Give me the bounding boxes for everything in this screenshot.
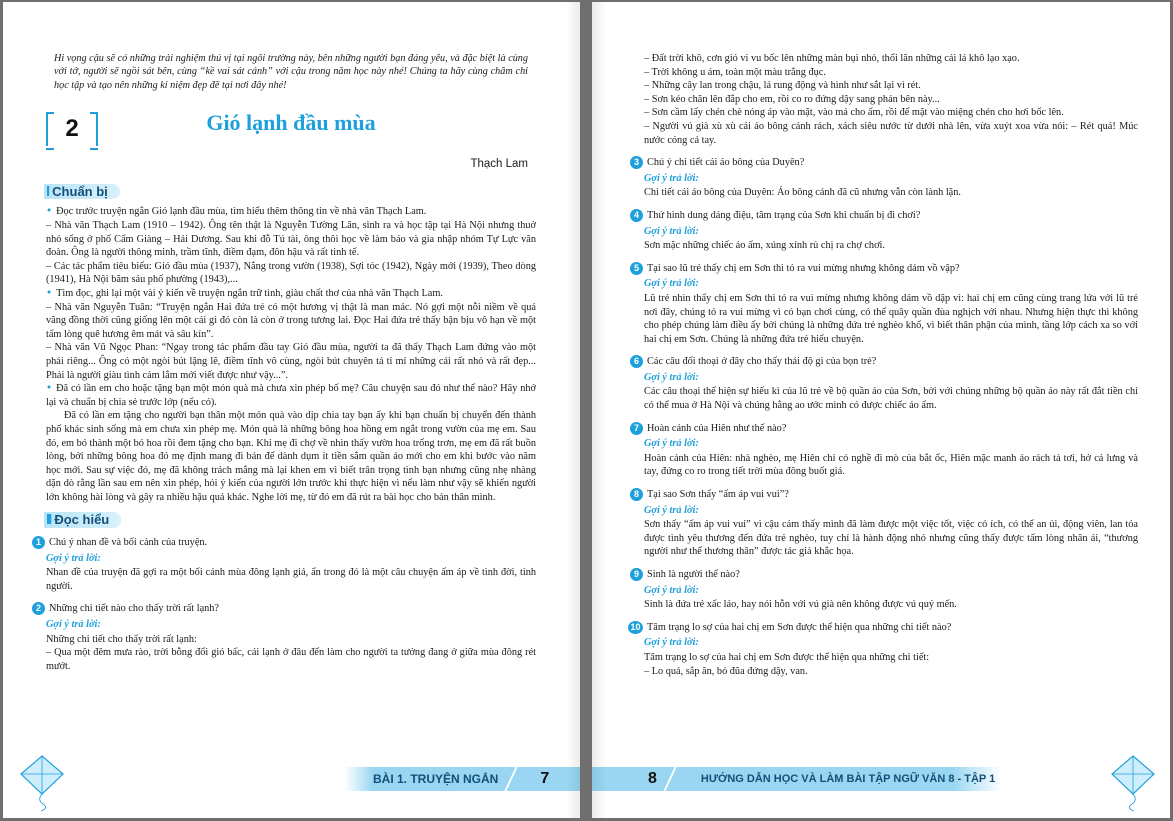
question-number: 3 (630, 156, 643, 169)
question-text: Tại sao Sơn thấy “ấm áp vui vui”? (647, 489, 789, 501)
answer-text: – Qua một đêm mưa rào, trời bỗng đổi gió bấc, cái lạnh ở đâu đến làm cho người ta tưởng đang ở giữa mùa đông rét mướt. (46, 647, 536, 672)
question-text: Các câu đối thoại ở đây cho thấy thái độ gì của bọn trẻ? (647, 356, 877, 368)
answer-text: Chi tiết cái áo bông của Duyên: Áo bông cánh đã cũ nhưng vẫn còn lành lặn. (644, 187, 961, 199)
left-page (3, 2, 580, 818)
detail-line: – Đất trời khô, cơn gió vi vu bốc lên những màn bụi nhỏ, thổi lăn những cái lá khô lạo xạo. (644, 53, 1020, 64)
hint-label: Gợi ý trả lời: (644, 278, 699, 290)
answer-text: Nhan đề của truyện đã gợi ra một bối cảnh mùa đông lạnh giá, ẩn trong đó là một câu chuyện ấm áp về tình đời, tình người. (46, 567, 536, 592)
question-text: Tâm trạng lo sợ của hai chị em Sơn được thể hiện qua những chi tiết nào? (647, 621, 952, 633)
question-block (633, 355, 1138, 412)
detail-line: – Sơn cầm lấy chén chè nóng áp vào mặt, vào má cho ấm, rồi để mặt vào miệng chén cho hơi bốc lên. (644, 107, 1064, 119)
question-text: Chú ý nhan đề và bối cảnh của truyện. (49, 537, 208, 549)
question-text: Những chi tiết nào cho thấy trời rất lạnh? (49, 603, 220, 615)
question-number: 9 (630, 568, 643, 581)
right-page (592, 2, 1170, 818)
question-block (35, 602, 536, 673)
hint-label: Gợi ý trả lời: (46, 552, 101, 564)
question-block (633, 568, 1138, 612)
answer-text: Sinh là đứa trẻ xấc láo, hay nói hỗn với vú già nên không được vú quý mến. (644, 599, 957, 611)
left-content (35, 52, 536, 673)
question-text: Thử hình dung dáng điệu, tâm trạng của Sơn khi chuẩn bị đi chơi? (647, 209, 921, 221)
hint-label: Gợi ý trả lời: (644, 371, 699, 383)
prep-item: • Tìm đọc, ghi lại một vài ý kiến về truyện ngắn trữ tình, giàu chất thơ của nhà văn Thạch Lam. (46, 287, 536, 301)
lesson-header (46, 110, 536, 154)
question-text: Sinh là người thế nào? (647, 569, 740, 580)
hint-label: Gợi ý trả lời: (644, 225, 699, 237)
answer-text: Những chi tiết cho thấy trời rất lạnh: (46, 633, 197, 645)
answer-text: Sơn thấy “ấm áp vui vui” vì cậu cảm thấy mình đã làm được một việc tốt, việc có ích, có thể an ủi, động viên, lan tỏa được tình yêu thương đến đứa trẻ nghèo, tuy chỉ là hành động nhỏ nhưng cũng thấy được tấm lòng nhân ái, “thương người như thể thương thân” được tác giả khắc họa. (644, 519, 1138, 558)
prep-item: • Đã có lần em cho hoặc tặng bạn một món quà mà chưa xin phép bố mẹ? Câu chuyện sau đó như thế nào? Hãy nhớ lại và chuẩn bị chia sẻ trước lớp (nếu có). (46, 382, 536, 409)
answer-text: – Lo quá, sắp ăn, bỏ đũa đứng dậy, van. (644, 665, 808, 677)
footer-right (592, 767, 1002, 791)
intro-paragraph: Hi vọng cậu sẽ có những trải nghiệm thú vị tại ngôi trường này, bên những người bạn đáng yêu, và đặc biệt là cùng với tớ, người sẽ ngồi sát bên, cùng “kề vai sát cánh” với cậu trong năm học này nhé! Chúng ta hãy cùng chăm chỉ học tập và tạo nên những kỉ niệm đẹp đẽ tại nơi đây nhé! (54, 53, 528, 91)
question-block (633, 262, 1138, 347)
question-block (633, 488, 1138, 559)
answer-text: Hoàn cảnh của Hiên: nhà nghèo, mẹ Hiên chỉ có nghề đi mò của bắt ốc, Hiên mặc manh áo rách tả tơi, hở cả lưng và tay, đứng co ro trong tiết trời mùa đông buốt giá. (644, 452, 1138, 478)
question-text: Hoàn cảnh của Hiên như thế nào? (647, 422, 787, 434)
kite-icon (1110, 754, 1156, 812)
hint-label: Gợi ý trả lời: (644, 504, 699, 516)
section-heading-reading (44, 512, 121, 528)
footer-book-title: HƯỚNG DẪN HỌC VÀ LÀM BÀI TẬP NGỮ VĂN 8 - TẬP 1 (700, 773, 996, 785)
lesson-number: 2 (65, 115, 79, 143)
hint-label: Gợi ý trả lời: (644, 637, 699, 649)
footer-lesson-label: BÀI 1. TRUYỆN NGẮN (373, 772, 499, 786)
hint-label: Gợi ý trả lời: (46, 619, 101, 631)
prep-item: – Nhà văn Nguyễn Tuân: “Truyện ngắn Hai đứa trẻ có một hương vị thật là man mác. Nó gợi một nỗi niềm về quá vãng đồng thời cũng giống lên một cái gì đó còn là còn ở trong tương lai. Đọc Hai đứa trẻ thấy bận bịu vô hạn về một tấm lòng quê hương êm mát và sâu kín”. (46, 301, 536, 340)
author: Thạch Lam (470, 158, 528, 171)
right-content (630, 52, 1138, 678)
hint-label: Gợi ý trả lời: (644, 584, 699, 596)
section-mark: II (46, 511, 51, 529)
detail-line: – Người vú già xù xù cái áo bông cánh rách, xách siêu nước từ dưới nhà lên, vừa xuýt xoa vừa nói: – Rét quá! Múc nước cóng cả tay. (644, 120, 1138, 146)
prep-item: • Đọc trước truyện ngắn Gió lạnh đầu mùa, tìm hiểu thêm thông tin về nhà văn Thạch Lam. (46, 205, 536, 219)
detail-line: – Những cây lan trong chậu, lá rung động và hình như sắt lại vì rét. (644, 80, 921, 92)
prep-item: – Các tác phẩm tiêu biểu: Gió đầu mùa (1937), Nắng trong vườn (1938), Sợi tóc (1942), Ngày mới (1939), Theo dòng (1941), Hà Nội băm sáu phố phường (1943),... (46, 260, 536, 286)
question-block (630, 621, 1138, 678)
page-number: 8 (648, 770, 657, 787)
answer-text: Tâm trạng lo sợ của hai chị em Sơn được thể hiện qua những chi tiết: (644, 651, 930, 663)
detail-line: – Trời không u ám, toàn một màu trắng đục. (644, 66, 826, 78)
section-label: Đọc hiểu (54, 512, 110, 528)
question-text: Tại sao lũ trẻ thấy chị em Sơn thì tỏ ra vui mừng nhưng không dám vồ vập? (647, 262, 960, 274)
answer-text: Sơn mặc những chiếc áo ấm, xúng xính rủ chị ra chợ chơi. (644, 240, 885, 252)
page-number: 7 (540, 770, 550, 787)
question-text: Chú ý chi tiết cái áo bông của Duyên? (647, 157, 805, 169)
question-number: 2 (32, 602, 45, 615)
prep-item: – Nhà văn Vũ Ngọc Phan: “Ngay trong tác phẩm đầu tay Gió đầu mùa, người ta đã thấy Thạch Lam đứng vào một phái riêng... Ông có một ngòi bút lặng lẽ, điềm tĩnh vô cùng, ngòi bút chuyên tả tỉ mỉ những cái rất nhỏ và rất đẹp... Phải là người giàu tình cảm lắm mới viết được như vậy...”. (46, 342, 536, 381)
question-block (35, 536, 536, 593)
answer-text: Các câu thoại thể hiện sự hiếu kì của lũ trẻ về bộ quần áo của Sơn, bởi với chúng những bộ quần áo này rất đắt tiền chỉ có thể mua ở Hà Nội và chúng hằng ao ước mình có được chiếc áo ấm. (644, 386, 1138, 412)
question-number: 6 (630, 355, 643, 368)
question-block (633, 156, 1138, 200)
section-mark: I (46, 182, 49, 200)
question-number: 10 (628, 621, 643, 634)
section-heading-prep (44, 184, 120, 200)
question-number: 7 (630, 422, 643, 435)
question-block (633, 209, 1138, 253)
section-label: Chuẩn bị (52, 183, 108, 199)
hint-label: Gợi ý trả lời: (644, 438, 699, 450)
prep-item: – Nhà văn Thạch Lam (1910 – 1942). Ông tên thật là Nguyễn Tường Lân, sinh ra và học tập tại Hà Nội nhưng thuở nhỏ sống ở phố Cẩm Giàng – Hải Dương. Sau khi đỗ Tú tài, ông thôi học về làm báo và gia nhập nhóm Tự Lực văn đoàn. Ông là người thông minh, trầm tĩnh, điềm đạm, đôn hậu và rất tinh tế. (46, 220, 536, 259)
answer-text: Lũ trẻ nhìn thấy chị em Sơn thì tỏ ra vui mừng nhưng không dám vồ dập vì: hai chị em cũng cùng trang lứa với lũ trẻ nơi đây, chúng tỏ ra vui mừng vì có bạn chơi cùng, có thể quây quần đùa nghịch với nhau. Nhưng hiện thực thì không cho phép chúng làm điều ấy bởi chúng là những đứa trẻ nghèo khổ, vì biết thân phận của mình, tầng lớp cách xa so với hai chị em Sơn. Chúng là những đứa trẻ hiểu chuyện. (644, 292, 1138, 345)
question-number: 5 (630, 262, 643, 275)
question-block (633, 422, 1138, 479)
question-number: 8 (630, 488, 643, 501)
footer-left (345, 767, 580, 791)
hint-label: Gợi ý trả lời: (644, 172, 699, 184)
lesson-title: Gió lạnh đầu mùa (206, 110, 376, 136)
detail-line: – Sơn kéo chăn lên đắp cho em, rồi co ro đứng dậy sang phản bên này... (644, 93, 940, 105)
question-number: 4 (630, 209, 643, 222)
kite-icon (19, 754, 65, 812)
question-number: 1 (32, 536, 45, 549)
prep-item: Đã có lần em tặng cho người bạn thân một món quà vào dịp chia tay bạn ấy khi bạn chuẩn bị chuyển đến thành phố khác sinh sống mà em chưa xin phép mẹ. Món quà là những bông hoa hồng em ngắt trong vườn của mẹ em. Sau đó, em bó thành một bó hoa rồi đem tặng cho bạn. Khi mẹ đi chợ về nhìn thấy vườn hoa trống trơn, mẹ em đã rất buồn lòng, bởi những bông hoa đó mẹ định mang đi bán để dành dụm ít tiền sắm quần áo mới cho em khi bước vào năm học mới. Sau sự việc đó, mẹ đã không trách mắng mà lại khen em vì biết trân trọng tình bạn nhưng cũng nhẹ nhàng dặn dò rằng lần sau em nên xin phép, hỏi ý kiến của người lớn trước khi thực hiện vì nếu làm như vậy sẽ khiến người lớn không hài lòng và gây ra nhiều hậu quả khác. Nghe lời mẹ, từ đó em đã rút ra bài học cho bản thân mình. (46, 410, 536, 503)
